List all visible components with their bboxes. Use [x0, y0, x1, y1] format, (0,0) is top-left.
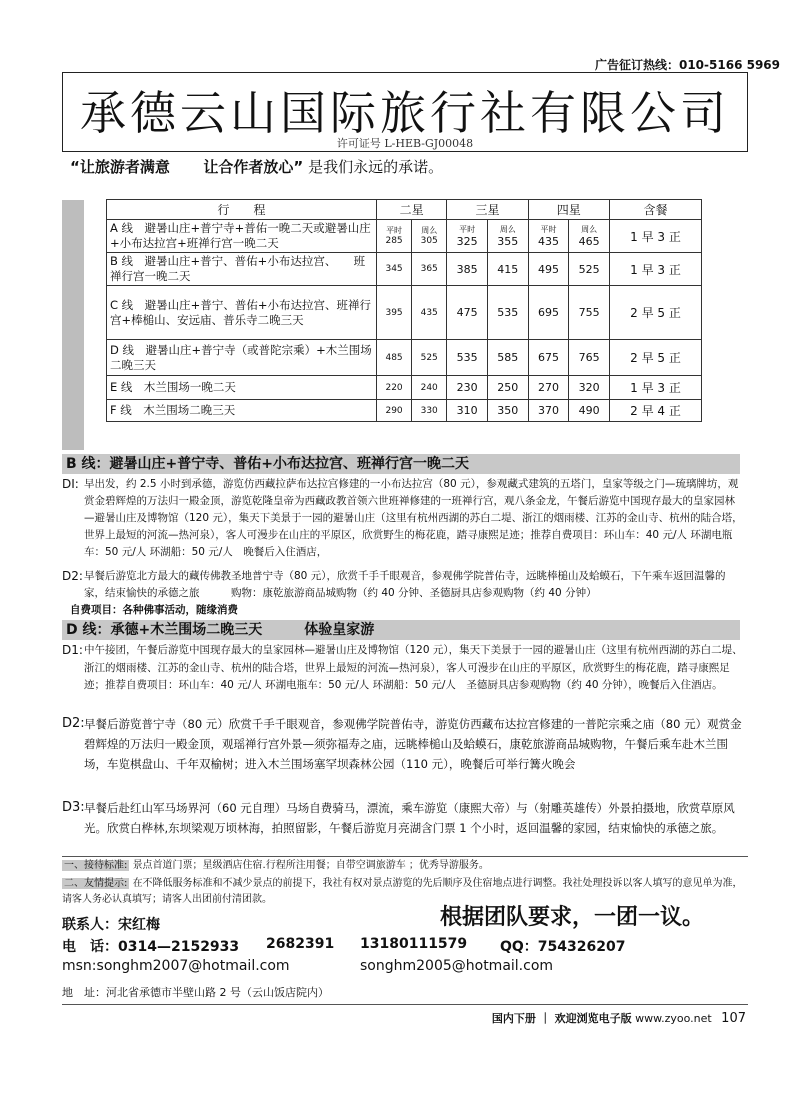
- price: 355: [497, 234, 519, 248]
- price: 230: [447, 376, 488, 400]
- section-b-day1: [62, 476, 744, 561]
- price: 695: [528, 286, 569, 340]
- price: 490: [569, 400, 610, 422]
- route-b: B 线 避暑山庄+普宁、普佑+小布达拉宫、 班禅行宫一晚二天: [107, 253, 377, 286]
- slogan-part1: “让旅游者满意: [70, 158, 170, 176]
- contact-phone: 电 话：0314—2152933: [62, 939, 240, 955]
- day-text: 早餐后游览北方最大的藏传佛教圣地普宁寺（80 元），欣赏千手千眼观音，参观佛学院普佑寺，远眺棒槌山及蛤蟆石，下午乘车返回温馨的家，结束愉快的承德之旅 购物：康乾旅游商品城购物（约 40 分钟、圣德厨具店参观购物（约 40 分钟）: [84, 570, 726, 599]
- price: 495: [528, 253, 569, 286]
- price: 395: [377, 286, 412, 340]
- route-f: F 线 木兰围场二晚三天: [107, 400, 377, 422]
- header-2star: 二星: [377, 200, 447, 220]
- page-number: 107: [721, 1011, 746, 1026]
- price: 290: [377, 400, 412, 422]
- price: 350: [487, 400, 528, 422]
- day-text: 中午接团，午餐后游览中国现存最大的皇家园林—避暑山庄及博物馆（120 元），集天下美景于一园的避暑山庄（这里有杭州西湖的苏白二堤、浙江的烟雨楼、江苏的金山寺、杭州的陆合塔，世界上最短的河流—热河泉），客人可漫步在山庄的平原区，欣赏野生的梅花鹿，踏寻康熙足迹；推荐自费项目：环山车：40 元/人 环湖电瓶车：50 元/人 环湖船：50 元/人 圣德厨具店参观购物（约 40 分钟），晚餐后入住酒店。: [84, 644, 743, 691]
- meal: 2 早 5 正: [610, 340, 702, 376]
- section-d-day2: [62, 714, 744, 774]
- contact-person: 联系人：宋红梅: [62, 917, 160, 933]
- footer-site[interactable]: www.zyoo.net: [635, 1012, 712, 1025]
- note-standard: [62, 858, 748, 874]
- header-route: 行 程: [107, 200, 377, 220]
- price: 415: [487, 253, 528, 286]
- route-e: E 线 木兰围场一晚二天: [107, 376, 377, 400]
- meal: 1 早 3 正: [610, 253, 702, 286]
- sub-label: 平时: [386, 226, 403, 235]
- price: 310: [447, 400, 488, 422]
- price: 435: [412, 286, 447, 340]
- price: 365: [412, 253, 447, 286]
- day-label: D3:: [62, 800, 85, 815]
- footer-text: 国内下册 ｜ 欢迎浏览电子版: [491, 1012, 632, 1025]
- footer: [492, 1010, 746, 1026]
- license-number: 许可证号 L-HEB-GJ00048: [336, 137, 474, 150]
- note-label: 二、友情提示:: [64, 878, 128, 889]
- price: 675: [528, 340, 569, 376]
- price: 585: [487, 340, 528, 376]
- divider: [62, 856, 748, 857]
- email-msn[interactable]: msn:songhm2007@hotmail.com: [62, 958, 290, 974]
- route-a: A 线 避暑山庄+普宁寺+普佑一晚二天或避暑山庄+小布达拉宫+班禅行宫一晚二天: [107, 220, 377, 253]
- footer-divider: [62, 1004, 748, 1005]
- price: 765: [569, 340, 610, 376]
- route-d: D 线 避暑山庄+普宁寺（或普陀宗乘）+木兰围场二晚三天: [107, 340, 377, 376]
- note-text: 在不降低服务标准和不减少景点的前提下，我社有权对景点游览的先后顺序及住宿地点进行调整。我社处理投诉以客人填写的意见单为准，请客人务必认真填写；请客人出团前付清团款。: [62, 878, 743, 905]
- section-d-day3: [62, 798, 744, 838]
- section-b-extra: 自费项目：各种佛事活动，随缘消费: [70, 604, 238, 616]
- slogan: [70, 156, 443, 177]
- email-hotmail[interactable]: songhm2005@hotmail.com: [360, 958, 554, 974]
- price: 385: [447, 253, 488, 286]
- price-table: [106, 199, 702, 422]
- header-meal: 含餐: [610, 200, 702, 220]
- price: 535: [447, 340, 488, 376]
- sub-label: 平时: [540, 224, 557, 234]
- slogan-part3: 是我们永远的承诺。: [308, 158, 444, 176]
- day-text: 早出发，约 2.5 小时到承德，游览仿西藏拉萨布达拉宫修建的一小布达拉宫（80 元），参观藏式建筑的五塔门，皇家等级之门—琉璃牌坊，观赏金碧辉煌的万法归一殿金顶，游览乾隆皇帝为西藏政教首领六世班禅修建的一班禅行宫，观八条金龙，午餐后游览中国现存最大的皇家园林—避暑山庄及博物馆（120 元），集天下美景于一园的避暑山庄（这里有杭州西湖的苏白二堤、浙江的烟雨楼、江苏的金山寺、杭州的陆合塔，世界上最短的河流—热河泉），客人可漫步在山庄的平原区，欣赏野生的梅花鹿，踏寻康熙足迹；推荐自费项目：环山车：40 元/人 环湖电瓶车：50 元/人 环湖船：50 元/人 晚餐后入住酒店，: [84, 478, 743, 558]
- day-text: 早餐后游览普宁寺（80 元）欣赏千手千眼观音，参观佛学院普佑寺，游览仿西藏布达拉宫修建的一普陀宗乘之庙（80 元）观赏金碧辉煌的万法归一殿金顶，观瑶禅行宫外景—须弥福寿之庙，远眺棒槌山及蛤蟆石，康乾旅游商品城购物，午餐后乘车赴木兰围场，车览棋盘山、千年双榆树；进入木兰围场塞罕坝森林公园（110 元），晚餐后可举行篝火晚会: [84, 717, 742, 771]
- note-text: 景点首道门票；星级酒店住宿.行程所注用餐；自带空调旅游车 ；优秀导游服务。: [132, 860, 489, 871]
- day-label: D2:: [62, 716, 85, 731]
- day-label: D2:: [62, 569, 83, 583]
- day-text: 早餐后赴红山军马场界河（60 元自理）马场自费骑马，漂流，乘车游览（康熙大帝）与（射雕英雄传）外景拍摄地，欣赏草原风光。欣赏白桦林,东坝梁观万顷林海，拍照留影，午餐后游览月亮湖含门票 1 个小时，返回温馨的家园，结束愉快的承德之旅。: [84, 801, 735, 835]
- price: 370: [528, 400, 569, 422]
- day-label: DI:: [62, 477, 79, 491]
- contact-phone2: 2682391: [266, 936, 335, 952]
- note-label: 一、接待标准:: [64, 860, 128, 871]
- price: 475: [447, 286, 488, 340]
- price: 250: [487, 376, 528, 400]
- title-box: [62, 72, 748, 152]
- price: 320: [569, 376, 610, 400]
- meal: 2 早 4 正: [610, 400, 702, 422]
- sub-label: 平时: [459, 224, 476, 234]
- price: 220: [377, 376, 412, 400]
- price: 285: [385, 236, 403, 246]
- section-b-title: B 线：避暑山庄+普宁寺、普佑+小布达拉宫、班禅行宫一晚二天: [62, 454, 740, 474]
- section-d-title: D 线：承德+木兰围场二晚三天 体验皇家游: [62, 620, 740, 640]
- sub-label: 周么: [499, 224, 516, 234]
- address: 地 址：河北省承德市半壁山路 2 号（云山饭店院内）: [62, 986, 329, 999]
- price: 240: [412, 376, 447, 400]
- price: 755: [569, 286, 610, 340]
- section-d-day1: [62, 642, 744, 695]
- meal: 1 早 3 正: [610, 376, 702, 400]
- price: 330: [412, 400, 447, 422]
- decorative-bar: [62, 200, 84, 450]
- route-c: C 线 避暑山庄+普宁、普佑+小布达拉宫、班禅行宫+棒槌山、安远庙、普乐寺二晚三天: [107, 286, 377, 340]
- price: 325: [456, 234, 478, 248]
- meal: 2 早 5 正: [610, 286, 702, 340]
- contact-qq: QQ：754326207: [500, 939, 626, 955]
- price: 270: [528, 376, 569, 400]
- sub-label: 周么: [581, 224, 598, 234]
- header-3star: 三星: [447, 200, 528, 220]
- price: 435: [537, 234, 559, 248]
- contact-phone3: 13180111579: [360, 936, 468, 952]
- day-label: D1:: [62, 643, 83, 657]
- sub-label: 周么: [421, 226, 438, 235]
- page-title: 承德云山国际旅行社有限公司: [80, 86, 730, 140]
- price: 465: [578, 234, 600, 248]
- header-4star: 四星: [528, 200, 609, 220]
- price: 535: [487, 286, 528, 340]
- slogan-part2: 让合作者放心”: [203, 158, 304, 176]
- price: 525: [412, 340, 447, 376]
- price: 525: [569, 253, 610, 286]
- price: 485: [377, 340, 412, 376]
- ad-hotline: 广告征订热线：010-5166 5969: [594, 58, 780, 72]
- meal: 1 早 3 正: [610, 220, 702, 253]
- price: 345: [377, 253, 412, 286]
- price: 305: [420, 236, 438, 246]
- section-b-day2: [62, 568, 744, 602]
- team-slogan: 根据团队要求，一团一议。: [440, 904, 705, 930]
